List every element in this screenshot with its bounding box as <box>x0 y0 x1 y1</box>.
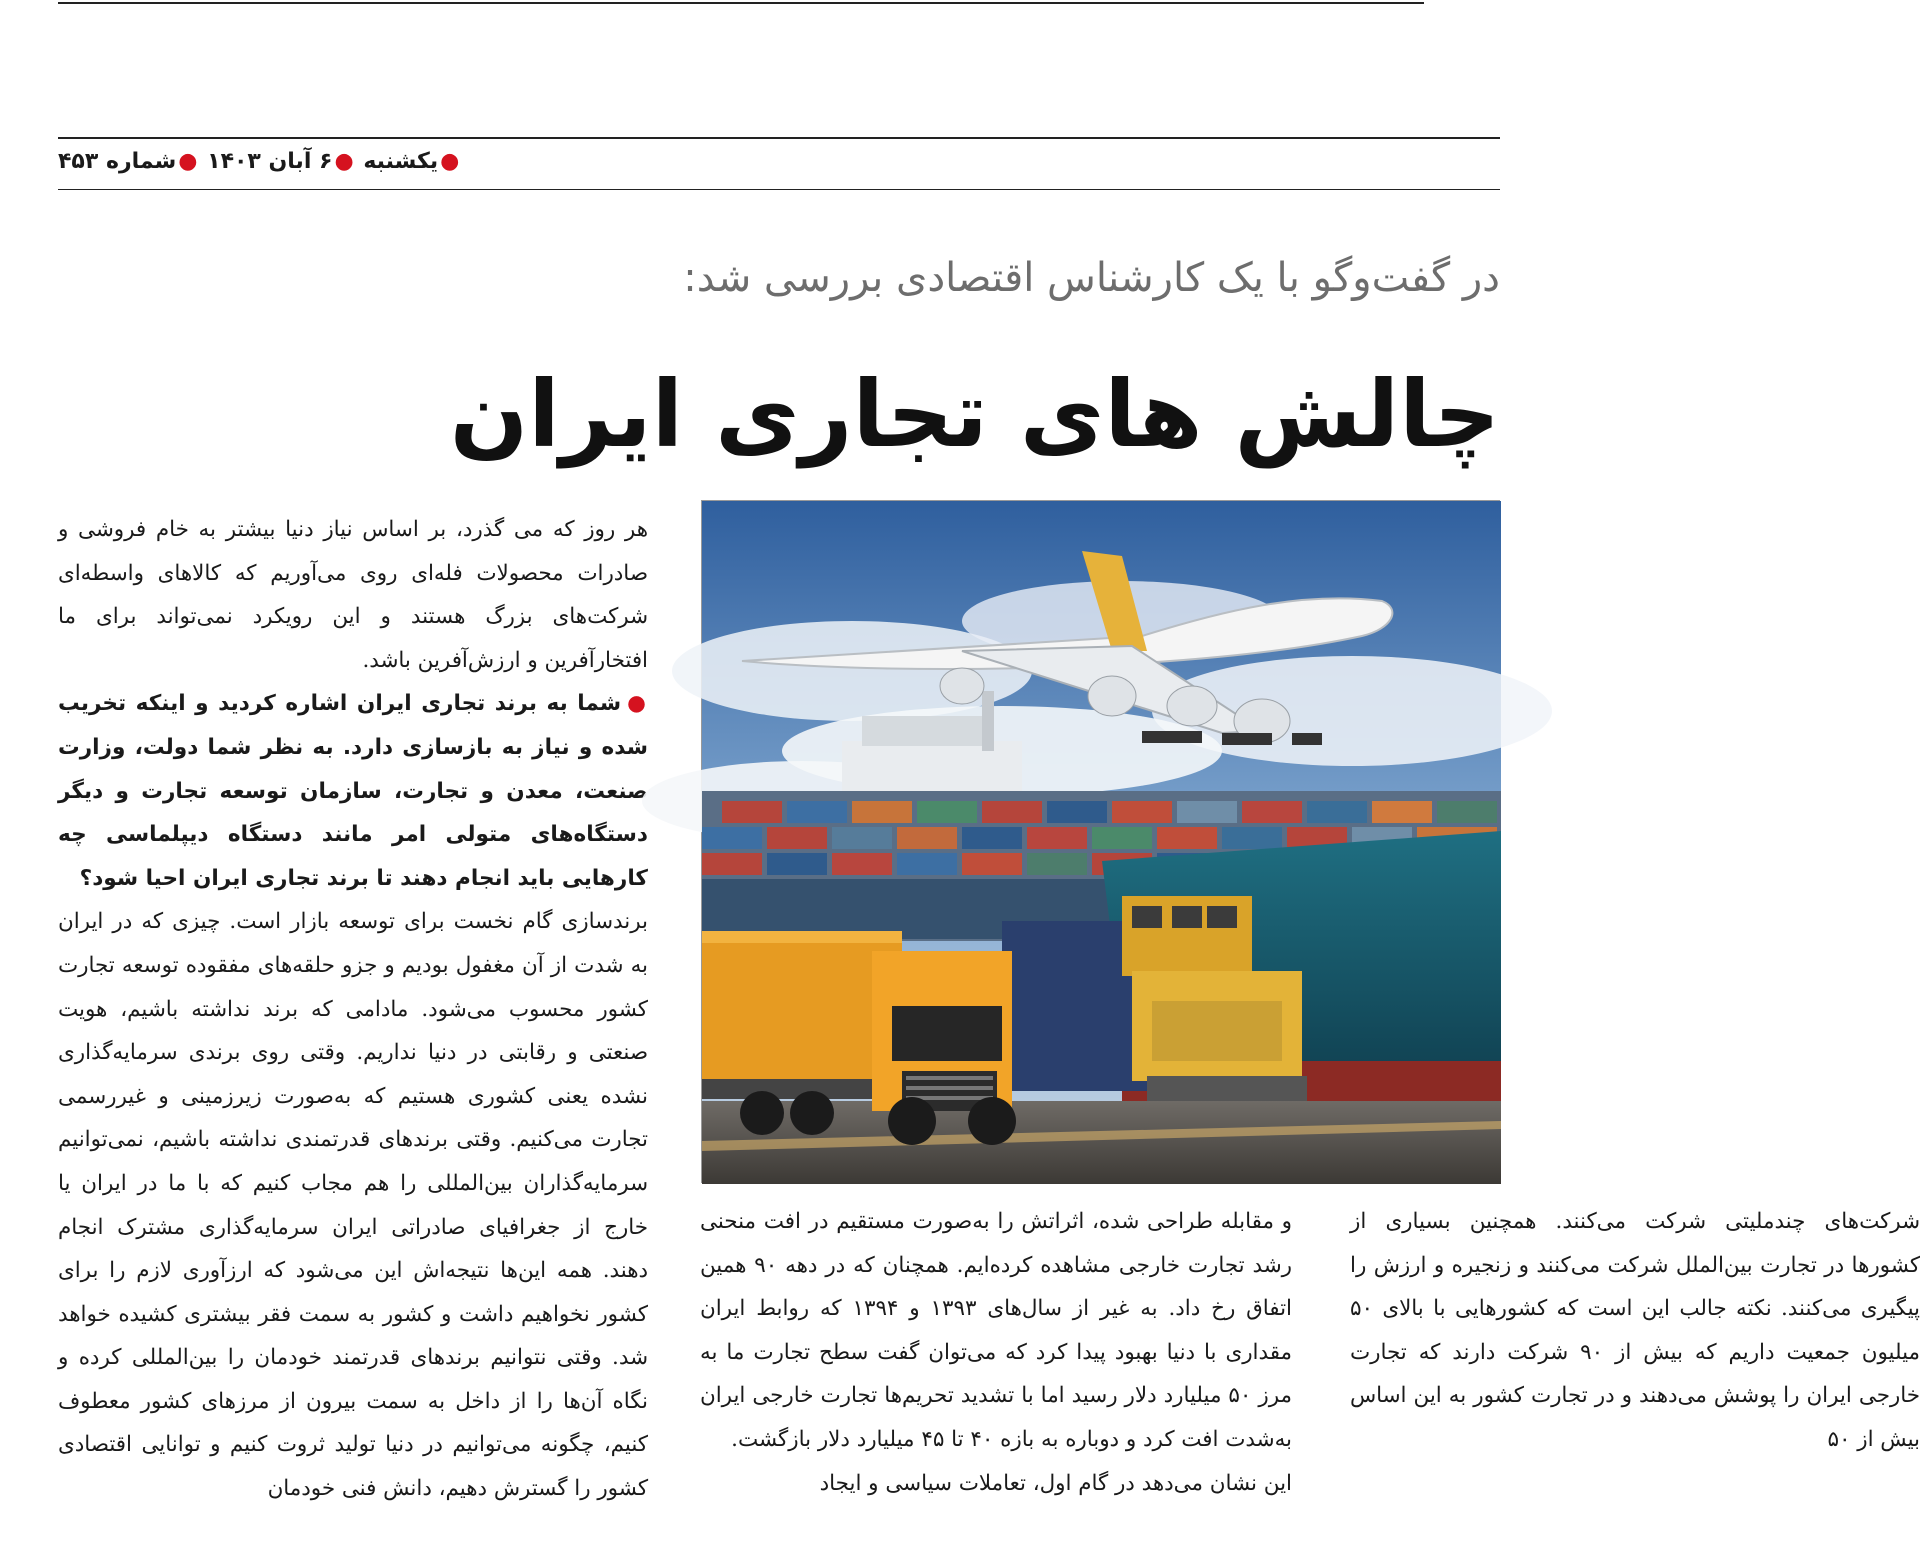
right-text-column <box>1350 1200 1920 1462</box>
article-headline: چالش های تجاری ایران <box>449 361 1500 468</box>
issue-date: ۶ آبان ۱۴۰۳ <box>207 149 333 174</box>
issue-number: شماره ۴۵۳ <box>58 149 177 174</box>
interview-question <box>58 682 648 900</box>
header-rule-upper <box>58 137 1500 139</box>
intro-paragraph: هر روز که می گذرد، بر اساس نیاز دنیا بیشتر به خام فروشی و صادرات محصولات فله‌ای روی می‌آوریم که کالاهای واسطه‌ای شرکت‌های بزرگ هستند و این رویکرد نمی‌تواند برای ما افتخارآفرین و ارزش‌آفرین باشد. <box>58 517 648 673</box>
left-text-column <box>58 508 648 1511</box>
answer-paragraph: برندسازی گام نخست برای توسعه بازار است. چیزی که در ایران به شدت از آن مغفول بودیم و جزو حلقه‌های مفقوده توسعه تجارت کشور محسوب می‌شود. مادامی که برند نداشته باشیم، هویت صنعتی و رقابتی در دنیا نداریم. وقتی روی برندی سرمایه‌گذاری نشده یعنی کشوری هستیم که به‌صورت زیرزمینی و غیررسمی تجارت می‌کنیم. وقتی برندهای قدرتمندی نداشته باشیم، نمی‌توانیم سرمایه‌گذاران بین‌المللی را هم مجاب کنیم که با ما در ایران یا خارج از جغرافیای صادراتی ایران سرمایه‌گذاری مشترک انجام دهند. همه این‌ها نتیجه‌اش این می‌شود که ارزآوری لازم را برای کشور نخواهیم داشت و کشور به سمت فقر بیشتری کشیده خواهد شد. وقتی نتوانیم برندهای قدرتمند خودمان را بین‌المللی کرده و نگاه آن‌ها را از داخل به سمت بیرون از مرزهای کشور معطوف کنیم، چگونه می‌توانیم در دنیا تولید ثروت کنیم و توانایی اقتصادی کشور را گسترش دهیم، دانش فنی خودمان <box>58 909 648 1502</box>
middle-paragraph-2: این نشان می‌دهد در گام اول، تعاملات سیاسی و ایجاد <box>819 1470 1292 1496</box>
article-kicker: در گفت‌وگو با یک کارشناس اقتصادی بررسی شد: <box>683 255 1500 301</box>
weekday: یکشنبه <box>363 149 439 174</box>
middle-text-column <box>700 1200 1292 1505</box>
question-text: شما به برند تجاری ایران اشاره کردید و اینکه تخریب شده و نیاز به بازسازی دارد. به نظر شما دولت، وزارت صنعت، معدن و تجارت، سازمان توسعه تجارت و دیگر دستگاه‌های متولی امر مانند دستگاه دیپلماسی چه کارهایی باید انجام دهند تا برند تجاری ایران احیا شود؟ <box>58 691 648 891</box>
cargo-transport-illustration <box>702 501 1501 1184</box>
header-rule-lower <box>58 189 1500 190</box>
right-column-clip <box>1342 1200 1920 1554</box>
bullet-dot-icon: ● <box>178 149 198 174</box>
question-bullet-icon: ● <box>627 691 649 717</box>
article-photo <box>701 500 1500 1183</box>
issue-date-line <box>58 146 461 178</box>
middle-paragraph-1: و مقابله طراحی شده، اثراتش را به‌صورت مستقیم در افت منحنی رشد تجارت خارجی مشاهده کرده‌ایم. همچنان که در دهه ۹۰ همین اتفاق رخ داد. به غیر از سال‌های ۱۳۹۳ و ۱۳۹۴ که روابط ایران مقداری با دنیا بهبود پیدا کرد که می‌توان گفت سطح تجارت ما به مرز ۵۰ میلیارد دلار رسید اما با تشدید تحریم‌ها تجارت خارجی ایران به‌شدت افت کرد و دوباره به بازه ۴۰ تا ۴۵ میلیارد دلار بازگشت. <box>700 1209 1292 1452</box>
right-column-fragment: شرکت‌های چندملیتی شرکت می‌کنند. همچنین بسیاری از کشورها در تجارت بین‌الملل شرکت می‌کنند و زنجیره و ارزش را پیگیری می‌کنند. نکته جالب این است که کشورهایی با بالای ۵۰ میلیون جمعیت داریم که بیش از ۹۰ شرکت دارند که تجارت خارجی ایران را پوشش می‌دهند و در تجارت کشور به این اساس بیش از ۵۰ <box>1350 1209 1920 1452</box>
bullet-dot-icon: ● <box>334 149 354 174</box>
top-rule <box>58 2 1424 4</box>
bullet-dot-icon: ● <box>440 149 460 174</box>
